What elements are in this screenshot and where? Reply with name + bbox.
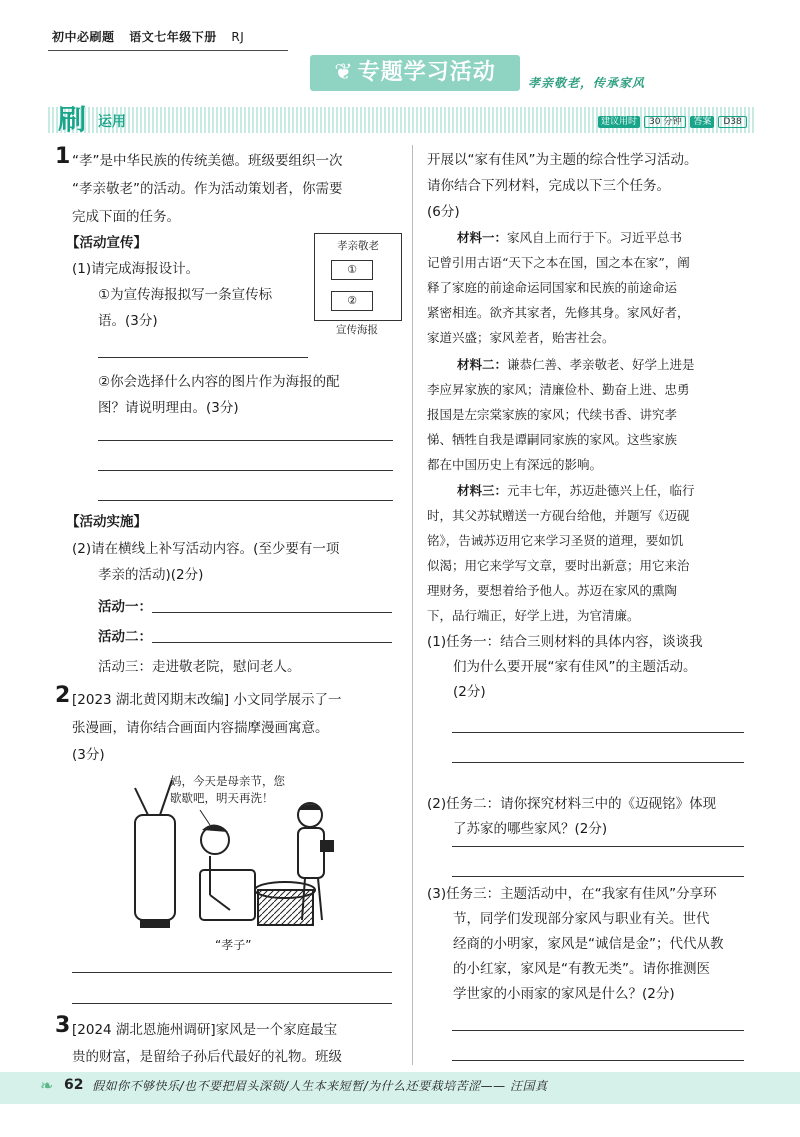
answer-line[interactable] xyxy=(98,357,308,358)
section-shua: 刷 xyxy=(58,103,87,136)
question-2-number: 2 xyxy=(55,683,71,708)
material-3: 材料三：元丰七年，苏迈赴德兴上任，临行 时，其父苏轼赠送一方砚台给他，并题写《迈砚 铭》，告诫苏迈用它来学习圣贤的道理，要如饥 似渴；用它来学写文章，要时出新意；用它来治 理财务，要想着给予他人。苏迈在家风的熏陶 下，品行端正，好学上进，为官清廉。 xyxy=(427,483,695,623)
answer-line[interactable] xyxy=(98,470,393,471)
q1-part1a-1: ①为宣传海报拟写一条宣传标 xyxy=(98,287,273,303)
answer-line[interactable] xyxy=(452,732,744,733)
answer-line[interactable] xyxy=(452,846,744,847)
poster-title: 孝亲敬老 xyxy=(337,240,379,252)
activity-3: 活动三：走进敬老院，慰问老人。 xyxy=(98,659,301,675)
q3-right-2: 请你结合下列材料，完成以下三个任务。 xyxy=(427,178,670,194)
bubble-line-1: 妈，今天是母亲节，您 xyxy=(170,774,285,788)
q3-right-1: 开展以“家有佳风”为主题的综合性学习活动。 xyxy=(427,152,698,168)
q1-intro-3: 完成下面的任务。 xyxy=(72,209,180,225)
poster-slot-2: ② xyxy=(331,291,373,311)
bubble-line-2: 歇歇吧，明天再洗！ xyxy=(170,791,274,805)
q1-part1b-1: ②你会选择什么内容的图片作为海报的配 xyxy=(98,374,340,390)
q3-right-3: (6分) xyxy=(427,204,460,220)
answer-line[interactable] xyxy=(98,500,393,501)
task-1: (1)任务一：结合三则材料的具体内容，谈谈我 们为什么要开展“家有佳风”的主题活动。 (2分) xyxy=(427,634,703,700)
running-header xyxy=(52,28,254,45)
cartoon-caption: “孝子” xyxy=(215,938,252,952)
question-1-number: 1 xyxy=(55,144,71,169)
activity-2-line[interactable] xyxy=(152,642,392,643)
answer-line[interactable] xyxy=(72,972,392,973)
speech-bubble xyxy=(170,773,285,807)
answer-line[interactable] xyxy=(72,1003,392,1004)
edition: RJ xyxy=(231,30,245,44)
q2-line-1: [2023 湖北黄冈期末改编] 小文同学展示了一 xyxy=(72,692,342,708)
q1-section-publicity: 【活动宣传】 xyxy=(66,235,147,251)
q1-part2-1: (2)请在横线上补写活动内容。(至少要有一项 xyxy=(72,541,340,557)
q1-intro-1: “孝”是中华民族的传统美德。班级要组织一次 xyxy=(72,153,343,169)
task-2: (2)任务二：请你探究材料三中的《迈砚铭》体现 了苏家的哪些家风？(2分) xyxy=(427,796,717,837)
banner-title: ❦ 专题学习活动 xyxy=(310,55,520,91)
activity-1-line[interactable] xyxy=(152,612,392,613)
series-name: 初中必刷题 xyxy=(52,30,115,44)
q3-line-1: [2024 湖北恩施州调研]家风是一个家庭最宝 xyxy=(72,1022,338,1038)
poster-caption: 宣传海报 xyxy=(336,324,378,336)
answer-page: D38 xyxy=(718,116,746,128)
answer-line[interactable] xyxy=(452,1060,744,1061)
activity-1-label: 活动一： xyxy=(98,599,152,615)
answer-line[interactable] xyxy=(452,876,744,877)
header-rule xyxy=(48,50,288,51)
sprout-icon: ❦ xyxy=(334,60,354,85)
answer-label: 答案 xyxy=(690,116,714,128)
time-label: 建议用时 xyxy=(598,116,640,128)
column-divider xyxy=(412,145,413,1065)
task-3: (3)任务三：主题活动中，在“我家有佳风”分享环 节，同学们发现部分家风与职业有关。世代 经商的小明家，家风是“诚信是金”；代代从教 的小红家，家风是“有教无类”。请你推测医 学世家的小雨家的家风是什么？(2分) xyxy=(427,886,724,1002)
poster-slot-1: ① xyxy=(331,260,373,280)
q1-part1a-2: 语。(3分) xyxy=(98,313,158,329)
q2-line-2: 张漫画，请你结合画面内容揣摩漫画寓意。 xyxy=(72,720,329,736)
material-2: 材料二：谦恭仁善、孝亲敬老、好学上进是 李应昇家族的家风；清廉俭朴、勤奋上进、忠勇 报国是左宗棠家族的家风；代续书香、讲究孝 悌、牺牲自我是谭嗣同家族的家风。这些家族 都在中国历史上有深远的影响。 xyxy=(427,357,695,472)
time-value: 30 分钟 xyxy=(644,116,686,128)
q1-part1b-2: 图？请说明理由。(3分) xyxy=(98,400,239,416)
material-1: 材料一：家风自上而行于下。习近平总书 记曾引用古语“天下之本在国，国之本在家”，阐 释了家庭的前途命运同国家和民族的前途命运 紧密相连。欲齐其家者，先修其身。家风好者， 家道兴盛；家风差者，贻害社会。 xyxy=(427,230,690,345)
q1-part1: (1)请完成海报设计。 xyxy=(72,261,200,277)
page-number: 62 xyxy=(64,1077,84,1093)
subject-name: 语文七年级下册 xyxy=(129,30,217,44)
footer-quote: 假如你不够快乐/也不要把眉头深锁/人生本来短暂/为什么还要栽培苦涩—— 汪国真 xyxy=(92,1079,548,1093)
material-3-label: 材料三： xyxy=(457,483,508,498)
time-info xyxy=(598,114,751,127)
answer-line[interactable] xyxy=(452,762,744,763)
material-2-label: 材料二： xyxy=(457,357,508,372)
q1-part2-2: 孝亲的活动)(2分) xyxy=(98,567,204,583)
q3-line-2: 贵的财富，是留给子孙后代最好的礼物。班级 xyxy=(72,1049,342,1065)
answer-line[interactable] xyxy=(452,1030,744,1031)
activity-2-label: 活动二： xyxy=(98,629,152,645)
material-1-label: 材料一： xyxy=(457,230,508,245)
q1-intro-2: “孝亲敬老”的活动。作为活动策划者，你需要 xyxy=(72,181,343,197)
banner-subtitle: 孝亲敬老，传承家风 xyxy=(528,76,646,90)
question-3-number: 3 xyxy=(55,1013,71,1038)
q2-line-3: (3分) xyxy=(72,747,105,763)
q1-section-implementation: 【活动实施】 xyxy=(66,514,147,530)
answer-line[interactable] xyxy=(98,440,393,441)
leaf-icon: ❧ xyxy=(40,1076,54,1095)
section-label: 运用 xyxy=(98,114,126,130)
